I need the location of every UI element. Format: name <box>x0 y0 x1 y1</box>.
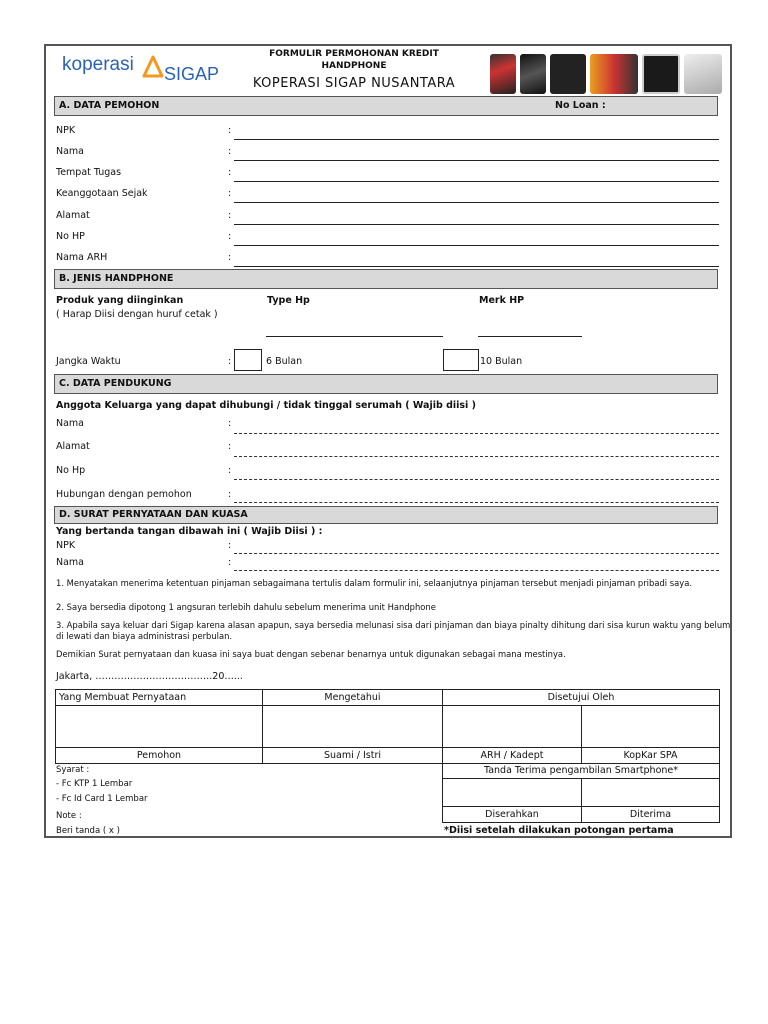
signature-table <box>55 689 720 764</box>
alamat-input-line[interactable] <box>234 224 719 225</box>
section-b-header <box>54 269 718 289</box>
footnote: *Diisi setelah dilakukan potongan pertama <box>444 825 674 836</box>
signature-footer-suami-istri-label: Suami / Istri <box>323 750 382 761</box>
section-d-subtitle: Yang bertanda tangan dibawah ini ( Wajib Diisi ) : <box>56 526 323 537</box>
field-colon: : <box>228 188 232 199</box>
signature-footer-arh <box>442 747 582 764</box>
section-d-header <box>54 506 718 524</box>
signer-npk-label: NPK <box>56 540 76 551</box>
phone-image-5 <box>642 54 680 94</box>
receipt-footer-handed <box>442 806 582 823</box>
option-6-bulan-label: 6 Bulan <box>266 356 303 367</box>
receipt-handed-label: Diserahkan <box>485 809 539 820</box>
statement-3-line1: 3. Apabila saya keluar dari Sigap karena alasan apapun, saya bersedia melunasi sisa dari pinjaman dan biaya pinalty dihitung dari sisa kurun waktu yang belum <box>56 620 731 630</box>
field-tempat-tugas-label: Tempat Tugas <box>56 167 122 178</box>
form-title-line2: HANDPHONE <box>321 61 387 71</box>
signature-footer-pemohon <box>55 747 263 764</box>
requirement-ktp: - Fc KTP 1 Lembar <box>56 779 133 789</box>
field-no-hp-label: No HP <box>56 231 85 242</box>
organization-name: KOPERASI SIGAP NUSANTARA <box>252 76 456 91</box>
option-10-bulan-checkbox[interactable] <box>443 349 479 371</box>
merk-hp-label: Merk HP <box>479 295 525 306</box>
field-colon: : <box>228 441 232 452</box>
npk-input-line[interactable] <box>234 139 719 140</box>
statement-3-line2: di lewati dan biaya administrasi perbulan. <box>56 631 233 641</box>
field-colon: : <box>228 557 232 568</box>
receipt-box-received[interactable] <box>581 778 720 807</box>
signature-header-pemohon-label: Yang Membuat Pernyataan <box>59 692 187 703</box>
field-npk-label: NPK <box>56 125 76 136</box>
nama-input-line[interactable] <box>234 160 719 161</box>
logo-triangle-icon <box>142 54 164 80</box>
contact-alamat-input-line[interactable] <box>234 456 719 457</box>
receipt-table <box>442 763 720 823</box>
logo <box>60 50 230 90</box>
contact-alamat-label: Alamat <box>56 441 90 452</box>
field-colon: : <box>228 252 232 263</box>
section-a-title: A. DATA PEMOHON <box>59 100 160 111</box>
receipt-received-label: Diterima <box>629 809 672 820</box>
receipt-box-handed[interactable] <box>442 778 582 807</box>
requirement-id-card: - Fc Id Card 1 Lembar <box>56 794 148 804</box>
section-a-header <box>54 96 718 116</box>
signature-box-kopkar[interactable] <box>581 705 720 748</box>
signature-header-disetujui-label: Disetujui Oleh <box>547 692 615 703</box>
place-date: Jakarta, ……………………………….20…... <box>56 671 243 682</box>
section-b-title: B. JENIS HANDPHONE <box>59 273 174 284</box>
receipt-header <box>442 763 720 779</box>
signature-footer-arh-label: ARH / Kadept <box>480 750 544 761</box>
section-c-subtitle: Anggota Keluarga yang dapat dihubungi / tidak tinggal serumah ( Wajib diisi ) <box>56 400 476 411</box>
field-colon: : <box>228 210 232 221</box>
field-colon: : <box>228 125 232 136</box>
signer-nama-label: Nama <box>56 557 85 568</box>
signature-footer-pemohon-label: Pemohon <box>136 750 182 761</box>
signature-footer-kopkar-label: KopKar SPA <box>623 750 678 761</box>
contact-no-hp-label: No Hp <box>56 465 86 476</box>
logo-text-koperasi: koperasi <box>62 54 134 75</box>
signature-footer-kopkar <box>581 747 720 764</box>
product-note: ( Harap Diisi dengan huruf cetak ) <box>56 309 218 320</box>
field-colon: : <box>228 356 232 367</box>
field-nama-arh-label: Nama ARH <box>56 252 108 263</box>
loan-number-label: No Loan : <box>555 100 606 111</box>
product-label: Produk yang diinginkan <box>56 295 184 306</box>
logo-text-sigap: SIGAP <box>164 64 220 84</box>
field-nama-label: Nama <box>56 146 85 157</box>
phone-image-2 <box>520 54 546 94</box>
phone-image-1 <box>490 54 516 94</box>
section-c-title: C. DATA PENDUKUNG <box>59 378 172 389</box>
signature-header-pemohon <box>55 689 263 706</box>
form-title-line1: FORMULIR PERMOHONAN KREDIT <box>269 49 439 59</box>
section-c-header <box>54 374 718 394</box>
credit-application-form <box>44 44 732 838</box>
nama-arh-input-line[interactable] <box>234 266 719 267</box>
requirements-title: Syarat : <box>56 765 90 775</box>
statement-1: 1. Menyatakan menerima ketentuan pinjaman sebagaimana tertulis dalam formulir ini, selaanjutnya pinjaman tersebut menjadi pinjaman pribadi saya. <box>56 578 693 588</box>
mark-instruction: Beri tanda ( x ) <box>56 826 120 836</box>
contact-nama-label: Nama <box>56 418 85 429</box>
field-colon: : <box>228 231 232 242</box>
field-colon: : <box>228 489 232 500</box>
signature-header-mengetahui <box>262 689 443 706</box>
phone-image-4 <box>590 54 638 94</box>
signer-npk-input-line[interactable] <box>234 553 719 554</box>
tempat-tugas-input-line[interactable] <box>234 181 719 182</box>
signature-box-pemohon[interactable] <box>55 705 263 748</box>
signature-footer-suami-istri <box>262 747 443 764</box>
section-d-title: D. SURAT PERNYATAAN DAN KUASA <box>59 509 248 520</box>
contact-no-hp-input-line[interactable] <box>234 479 719 480</box>
keanggotaan-input-line[interactable] <box>234 202 719 203</box>
phone-images <box>486 46 730 96</box>
merk-hp-input-line[interactable] <box>478 336 582 337</box>
contact-nama-input-line[interactable] <box>234 433 719 434</box>
receipt-footer-received <box>581 806 720 823</box>
note-label: Note : <box>56 811 82 821</box>
signature-header-mengetahui-label: Mengetahui <box>324 692 381 703</box>
receipt-title: Tanda Terima pengambilan Smartphone* <box>483 765 678 776</box>
signature-box-suami-istri[interactable] <box>262 705 443 748</box>
no-hp-input-line[interactable] <box>234 245 719 246</box>
field-colon: : <box>228 540 232 551</box>
signature-header-disetujui <box>442 689 720 706</box>
field-keanggotaan-label: Keanggotaan Sejak <box>56 188 148 199</box>
field-alamat-label: Alamat <box>56 210 90 221</box>
field-colon: : <box>228 465 232 476</box>
signature-box-arh[interactable] <box>442 705 582 748</box>
type-hp-label: Type Hp <box>267 295 310 306</box>
term-label: Jangka Waktu <box>56 356 121 367</box>
type-hp-input-line[interactable] <box>266 336 443 337</box>
phone-image-6 <box>684 54 722 94</box>
field-colon: : <box>228 146 232 157</box>
statement-2: 2. Saya bersedia dipotong 1 angsuran terlebih dahulu sebelum menerima unit Handphone <box>56 602 436 612</box>
closing-statement: Demikian Surat pernyataan dan kuasa ini saya buat dengan sebenar benarnya untuk digunakan sebagai mana mestinya. <box>56 649 566 659</box>
option-10-bulan-label: 10 Bulan <box>480 356 523 367</box>
option-6-bulan-checkbox[interactable] <box>234 349 262 371</box>
contact-relationship-label: Hubungan dengan pemohon <box>56 489 192 500</box>
phone-image-3 <box>550 54 586 94</box>
signer-nama-input-line[interactable] <box>234 570 719 571</box>
contact-relationship-input-line[interactable] <box>234 502 719 503</box>
field-colon: : <box>228 418 232 429</box>
field-colon: : <box>228 167 232 178</box>
